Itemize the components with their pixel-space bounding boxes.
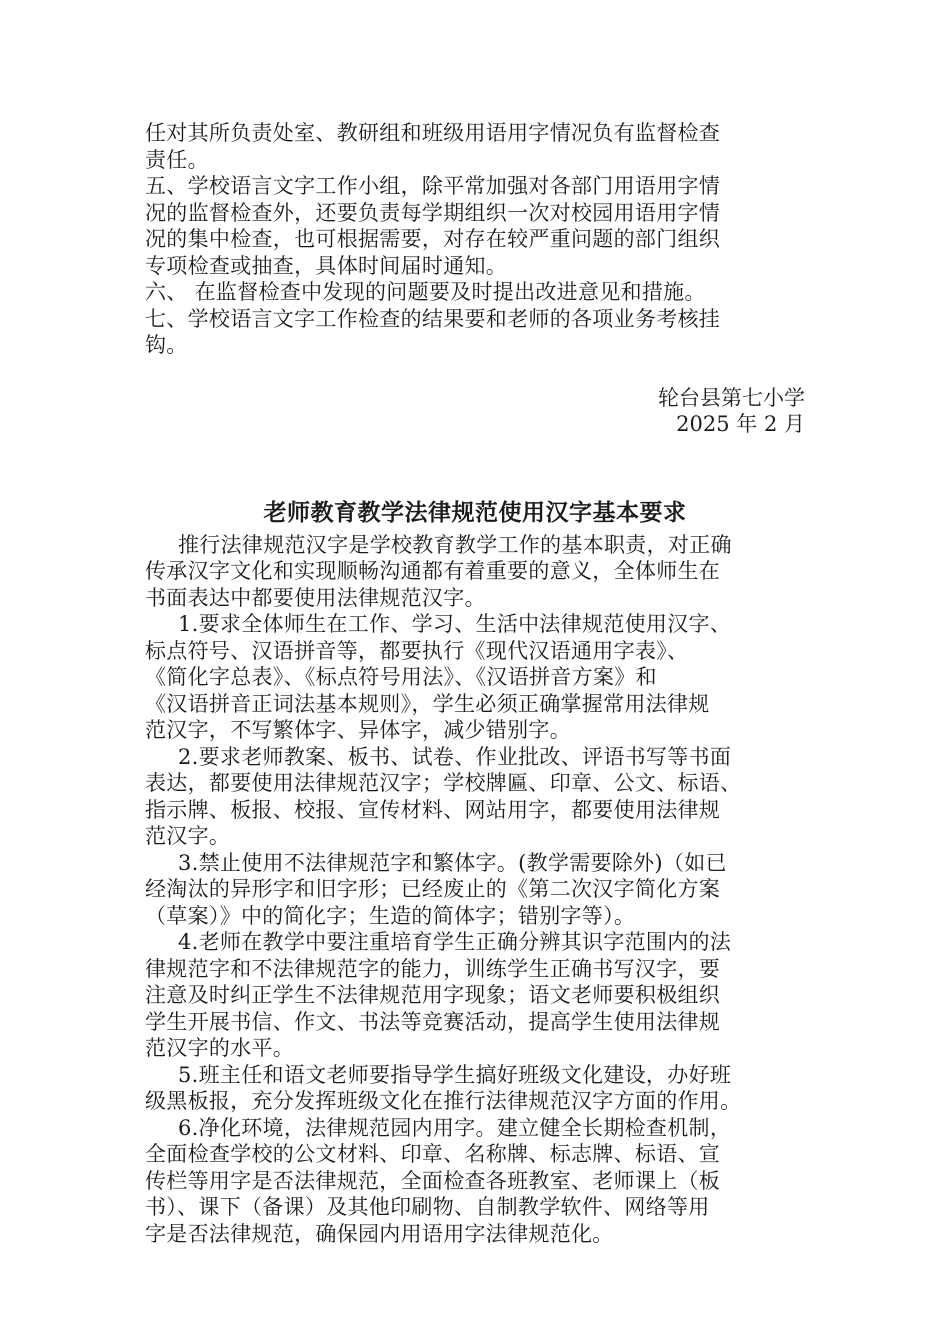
- text-line: 学生开展书信、作文、书法等竞赛活动，提高学生使用法律规: [145, 1009, 721, 1034]
- intro-paragraph: [145, 532, 805, 612]
- requirement-item-1: [145, 611, 805, 744]
- text-line: 4.老师在教学中要注重培育学生正确分辨其识字范围内的法: [178, 930, 732, 954]
- top-section: [145, 120, 805, 359]
- text-line: 标点符号、汉语拼音等，都要执行《现代汉语通用字表》、: [145, 638, 689, 663]
- text-line: 2.要求老师教案、板书、试卷、作业批改、评语书写等书面: [178, 744, 732, 769]
- text-line: 范汉字的水平。: [145, 1036, 295, 1060]
- text-line: 推行法律规范汉字是学校教育教学工作的基本职责，对正确: [178, 532, 732, 557]
- text-line: 全面检查学校的公文材料、印章、名称牌、标志牌、标语、宣: [145, 1142, 721, 1166]
- text-line: 范汉字，不写繁体字、异体字，减少错别字。: [145, 718, 571, 742]
- requirement-item-4: [145, 929, 805, 1062]
- text-line: 《汉语拼音正词法基本规则》，学生必须正确掌握常用法律规: [145, 691, 710, 716]
- text-line: 传栏等用字是否法律规范，全面检查各班教室、老师课上（板: [145, 1168, 721, 1193]
- signature-block: [145, 385, 805, 438]
- text-line: 责任。: [145, 147, 209, 172]
- section-title: 老师教育教学法律规范使用汉字基本要求: [263, 498, 687, 526]
- requirement-item-3: [145, 850, 805, 930]
- document-page: [145, 120, 805, 1247]
- text-line: 传承汉字文化和实现顺畅沟通都有着重要的意义，全体师生在: [145, 559, 721, 583]
- text-line: 6.净化环境，法律规范园内用字。建立健全长期检查机制，: [178, 1115, 732, 1140]
- text-line: 5.班主任和语文老师要指导学生搞好班级文化建设，办好班: [178, 1062, 732, 1087]
- signature-org: 轮台县第七小学: [658, 385, 805, 410]
- text-line: 指示牌、板报、校报、宣传材料、网站用字，都要使用法律规: [145, 797, 721, 822]
- text-line: 级黑板报，充分发挥班级文化在推行法律规范汉字方面的作用。: [145, 1089, 742, 1113]
- text-line: 范汉字。: [145, 824, 231, 848]
- text-line: （草案）》中的简化字；生造的简体字；错别字等）。: [145, 903, 636, 928]
- text-line: 《简化字总表》、《标点符号用法》、《汉语拼音方案》和: [145, 665, 657, 689]
- signature-date: 2025 年 2 月: [676, 412, 805, 436]
- requirement-item-6: [145, 1115, 805, 1248]
- text-line: 经淘汰的异形字和旧字形；已经废止的《第二次汉字简化方案: [145, 877, 721, 901]
- text-line: 1.要求全体师生在工作、学习、生活中法律规范使用汉字、: [178, 612, 732, 636]
- text-line: 七、学校语言文字工作检查的结果要和老师的各项业务考核挂: [145, 306, 721, 331]
- requirement-item-5: [145, 1062, 805, 1115]
- text-line: 钩。: [145, 333, 188, 357]
- text-line: 况的监督检查外，还要负责每学期组织一次对校园用语用字情: [145, 200, 721, 225]
- text-line: 五、学校语言文字工作小组，除平常加强对各部门用语用字情: [145, 174, 721, 198]
- requirement-item-2: [145, 744, 805, 850]
- text-line: 律规范字和不法律规范字的能力，训练学生正确书写汉字，要: [145, 956, 721, 981]
- text-line: 书面表达中都要使用法律规范汉字。: [145, 585, 486, 610]
- text-line: 书）、课下（备课）及其他印刷物、自制教学软件、网络等用: [145, 1195, 710, 1219]
- text-line: 况的集中检查，也可根据需要，对存在较严重问题的部门组织: [145, 227, 721, 251]
- text-line: 3.禁止使用不法律规范字和繁体字。(教学需要除外)（如已: [178, 850, 727, 875]
- text-line: 六、 在监督检查中发现的问题要及时提出改进意见和措施。: [145, 280, 706, 304]
- text-line: 表达，都要使用法律规范汉字；学校牌匾、印章、公文、标语、: [145, 771, 742, 795]
- text-line: 注意及时纠正学生不法律规范用字现象；语文老师要积极组织: [145, 983, 721, 1007]
- text-line: 任对其所负责处室、教研组和班级用语用字情况负有监督检查: [145, 121, 721, 145]
- text-line: 专项检查或抽查，具体时间届时通知。: [145, 253, 508, 278]
- text-line: 字是否法律规范，确保园内用语用字法律规范化。: [145, 1221, 614, 1246]
